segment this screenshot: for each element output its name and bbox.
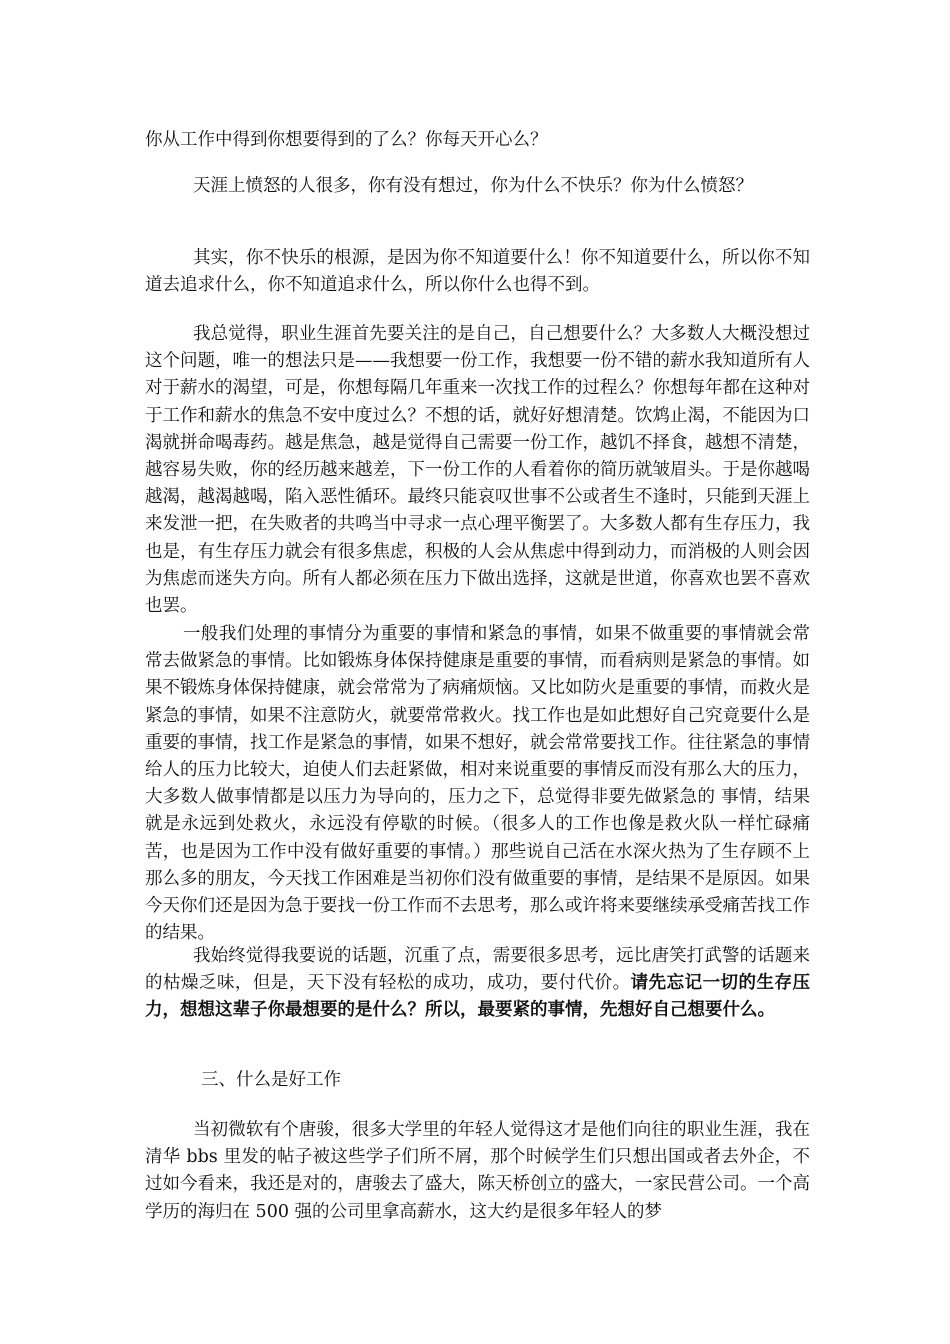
paragraph-7: 当初微软有个唐骏，很多大学里的年轻人觉得这才是他们向往的职业生涯，我在清华 bbs 里发的帖子被这些学子们所不屑，那个时候学生们只想出国或者去外企，不过如今看来，我还是对的，唐骏去了盛大，陈天桥创立的盛大，一家民营公司。一个高学历的海归在 500 强的公司里拿高薪水，这大约是很多年轻人的梦 <box>145 1120 810 1222</box>
section-heading: 三、什么是好工作 <box>201 1070 341 1090</box>
paragraph-1: 你从工作中得到你想要得到的了么？你每天开心么？ <box>145 130 548 150</box>
paragraph-3: 其实，你不快乐的根源，是因为你不知道要什么！你不知道要什么，所以你不知道去追求什么，你不知道追求什么，所以你什么也得不到。 <box>145 248 810 296</box>
paragraph-6-bold-text: 请先忘记一切的生存压力，想想这辈子你最想要的是什么？所以，最要紧的事情，先想好自己想要什么。 <box>145 973 810 1021</box>
paragraph-2: 天涯上愤怒的人很多，你有没有想过，你为什么不快乐？你为什么愤怒？ <box>193 176 753 196</box>
paragraph-6-text: 我始终觉得我要说的话题，沉重了点，需要很多思考，远比唐笑打武警的话题来的枯燥乏味，但是，天下没有轻松的成功，成功，要付代价。 <box>145 946 810 994</box>
paragraph-6 <box>145 943 810 1025</box>
paragraph-4: 我总觉得，职业生涯首先要关注的是自己，自己想要什么？大多数人大概没想过这个问题，唯一的想法只是——我想要一份工作，我想要一份不错的薪水我知道所有人对于薪水的渴望，可是，你想每隔几年重来一次找工作的过程么？你想每年都在这种对于工作和薪水的焦急不安中度过么？不想的话，就好好想清楚。饮鸩止渴，不能因为口渴就拼命喝毒药。越是焦急，越是觉得自己需要一份工作，越饥不择食，越想不清楚，越容易失败，你的经历越来越差，下一份工作的人看着你的简历就皱眉头。于是你越喝越渴，越渴越喝，陷入恶性循环。最终只能哀叹世事不公或者生不逢时，只能到天涯上来发泄一把，在失败者的共鸣当中寻求一点心理平衡罢了。大多数人都有生存压力，我也是，有生存压力就会有很多焦虑，积极的人会从焦虑中得到动力，而消极的人则会因为焦虑而迷失方向。所有人都必须在压力下做出选择，这就是世道，你喜欢也罢不喜欢也罢。 <box>145 324 810 617</box>
paragraph-5: 一般我们处理的事情分为重要的事情和紧急的事情，如果不做重要的事情就会常常去做紧急的事情。比如锻炼身体保持健康是重要的事情，而看病则是紧急的事情。如果不锻炼身体保持健康，就会常常为了病痛烦恼。又比如防火是重要的事情，而救火是紧急的事情，如果不注意防火，就要常常救火。找工作也是如此想好自己究竟要什么是重要的事情，找工作是紧急的事情，如果不想好，就会常常要找工作。往往紧急的事情给人的压力比较大，迫使人们去赶紧做，相对来说重要的事情反而没有那么大的压力，大多数人做事情都是以压力为导向的，压力之下，总觉得非要先做紧急的 事情，结果就是永远到处救火，永远没有停歇的时候。（很多人的工作也像是救火队一样忙碌痛苦，也是因为工作中没有做好重要的事情。）那些说自己活在水深火热为了生存顾不上那么多的朋友，今天找工作困难是当初你们没有做重要的事情，是结果不是原因。如果今天你们还是因为急于要找一份工作而不去思考，那么或许将来要继续承受痛苦找工作的结果。 <box>145 624 810 944</box>
